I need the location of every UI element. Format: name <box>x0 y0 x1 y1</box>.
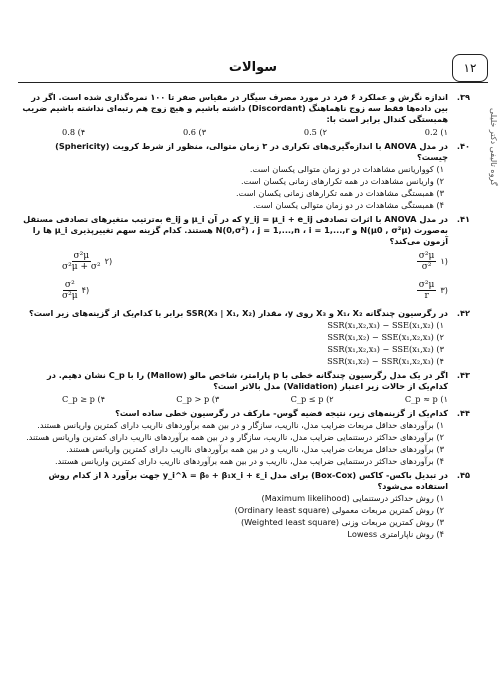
question-41 <box>22 214 470 305</box>
fraction: $\frac{\text{σ²μ}}{\text{σ²}}$ <box>418 251 435 272</box>
option-2[interactable]: 0.5 (۲ <box>303 127 328 137</box>
option-1[interactable]: C_p ≈ p (۱ <box>404 394 448 404</box>
option-3[interactable]: ۳) همبستگی مشاهدات در همه تکرارهای زمانی یکسان است. <box>236 188 444 198</box>
option-1[interactable]: ۱) روش حداکثر درستنمایی (Maximum likelihood) <box>261 493 444 503</box>
option-3[interactable] <box>417 280 448 301</box>
option-3[interactable]: C_p > p (۳ <box>176 394 220 404</box>
option-label: (۴ <box>81 285 90 295</box>
page-header <box>18 56 488 83</box>
option-1[interactable]: ۱) برآوردهای حداقل مربعات ضرایب مدل، نااریب، سازگار و در بین همه برآوردهای نااریب دارای کمترین واریانس هستند. <box>37 420 444 430</box>
question-39 <box>22 92 470 138</box>
option-4[interactable]: C_p ≥ p (۴ <box>62 394 106 404</box>
question-number: ۳۹. <box>456 92 470 102</box>
option-1[interactable]: SSR(x₁,x₂,x₃) − SSE(x₁,x₂) (۱ <box>327 320 444 330</box>
question-number: ۴۲. <box>456 308 470 318</box>
option-1[interactable] <box>417 251 448 272</box>
option-label: (۲ <box>104 256 113 266</box>
option-3[interactable]: ۳) برآوردهای حداقل مربعات ضرایب مدل، نااریب و در بین همه برآوردهای نااریب دارای کمترین واریانس هستند. <box>66 444 444 454</box>
question-43 <box>22 370 470 405</box>
option-3[interactable]: SSR(x₁,x₂,x₃) − SSE(x₁,x₂) (۳ <box>327 344 444 354</box>
question-text: کدام‌یک از گزینه‌های زیر، نتیجه قضیه گوس- مارکف در رگرسیون خطی ساده است؟ <box>115 408 448 418</box>
option-2[interactable]: ۲) واریانس مشاهدات در همه تکرارهای زمانی یکسان است. <box>240 176 444 186</box>
option-4[interactable]: 0.8 (۴ <box>62 127 86 137</box>
question-44 <box>22 408 470 467</box>
fraction: $\frac{\text{σ²}}{\text{σ²μ}}$ <box>62 280 78 301</box>
question-number: ۴۵. <box>456 470 470 480</box>
option-4[interactable] <box>62 280 89 301</box>
question-text: اگر در یک مدل رگرسیون چندگانه خطی با p پارامتر، شاخص مالو (Mallow) را با C_p نشان دهیم. در کدام‌یک از حالات زیر اعتبار (Validation) مدل بالاتر است؟ <box>47 370 448 391</box>
option-label: (۱ <box>440 256 448 266</box>
page-title: سوالات <box>228 60 278 75</box>
sidebar-watermark: گروه تالیفی دکتر خلیلی <box>489 108 498 186</box>
question-number: ۴۳. <box>456 370 470 380</box>
option-4[interactable]: ۴) برآوردهای حداکثر درستنمایی ضرایب مدل، نااریب و در بین همه برآوردهای نااریب دارای کمترین واریانس هستند. <box>55 456 444 466</box>
option-1[interactable]: ۱) کوواریانس مشاهدات در دو زمان متوالی یکسان است. <box>249 164 444 174</box>
page-number: ۱۲ <box>452 54 488 82</box>
option-4[interactable]: ۴) همبستگی مشاهدات در دو زمان متوالی یکسان است. <box>253 200 444 210</box>
option-3[interactable]: ۳) روش کمترین مربعات وزنی (Weighted least square) <box>240 517 444 527</box>
question-number: ۴۴. <box>456 408 470 418</box>
option-1[interactable]: 0.2 (۱ <box>424 127 448 137</box>
option-label: (۳ <box>440 285 448 295</box>
option-2[interactable]: SSR(x₁,x₂) − SSE(x₁,x₂,x₃) (۲ <box>327 332 444 342</box>
option-3[interactable]: 0.6 (۳ <box>182 127 207 137</box>
option-2[interactable]: ۲) برآوردهای حداکثر درستنمایی ضرایب مدل، نااریب، سازگار و در بین همه برآوردهای نااریب دارای کمترین واریانس هستند. <box>26 432 444 442</box>
question-text: در رگرسیون چندگانه X₁، X₂ و X₃ روی y، مقدار SSR(X₃ | X₁, X₂) برابر با کدام‌یک از گزینه‌های زیر است؟ <box>29 308 448 318</box>
question-40 <box>22 141 470 211</box>
option-2[interactable]: C_p ≤ p (۲ <box>290 394 334 404</box>
fraction: $\frac{\text{σ²μ}}{\text{σ²μ + σ²}}$ <box>62 251 101 272</box>
question-text: اندازه نگرش و عملکرد ۶ فرد در مورد مصرف سیگار در مقیاس صفر تا ۱۰۰ نمره‌گذاری شده است. اگر در بین داده‌ها فقط سه زوج ناهماهنگ (Discordant) داشته باشیم و هیچ زوج هم رتبه‌ای نداشته باشیم ضریب همبستگی کندال برابر است با: <box>22 92 448 124</box>
question-number: ۴۱. <box>456 214 470 224</box>
question-45 <box>22 470 470 540</box>
option-2[interactable] <box>62 251 112 272</box>
question-text: در تبدیل باکس- کاکس (Box-Cox) برای مدل y_i^λ = β₀ + β₁x_i + ε_i جهت برآورد λ از کدام روش استفاده می‌شود؟ <box>48 470 448 491</box>
question-text: در مدل ANOVA با اندازه‌گیری‌های تکراری در ۳ زمان متوالی، منظور از شرط کرویت (Sphericity) چیست؟ <box>55 141 448 162</box>
option-4[interactable]: ۴) روش ناپارامتری Lowess <box>347 529 444 539</box>
option-2[interactable]: ۲) روش کمترین مربعات معمولی (Ordinary least square) <box>234 505 444 515</box>
fraction: $\frac{\text{σ²μ}}{r}$ <box>418 280 435 301</box>
option-4[interactable]: SSR(x₁,x₂) − SSR(x₁,x₂,x₃) (۴ <box>327 356 444 366</box>
question-text: در مدل ANOVA با اثرات تصادفی y_ij = μ_i + e_ij که در آن μ_i و e_ij به‌ترتیب متغیرهای تصادفی مستقل به‌صورت N(μ0 , σ²μ) و N(0,σ²) ، j = 1,...,n ، i = 1,...,r هستند. کدام گزینه سهم تغییرپذیری μ_i ها را آزمون می‌کند؟ <box>23 214 448 246</box>
questions-list <box>22 92 470 692</box>
question-42 <box>22 308 470 367</box>
question-number: ۴۰. <box>456 141 470 151</box>
